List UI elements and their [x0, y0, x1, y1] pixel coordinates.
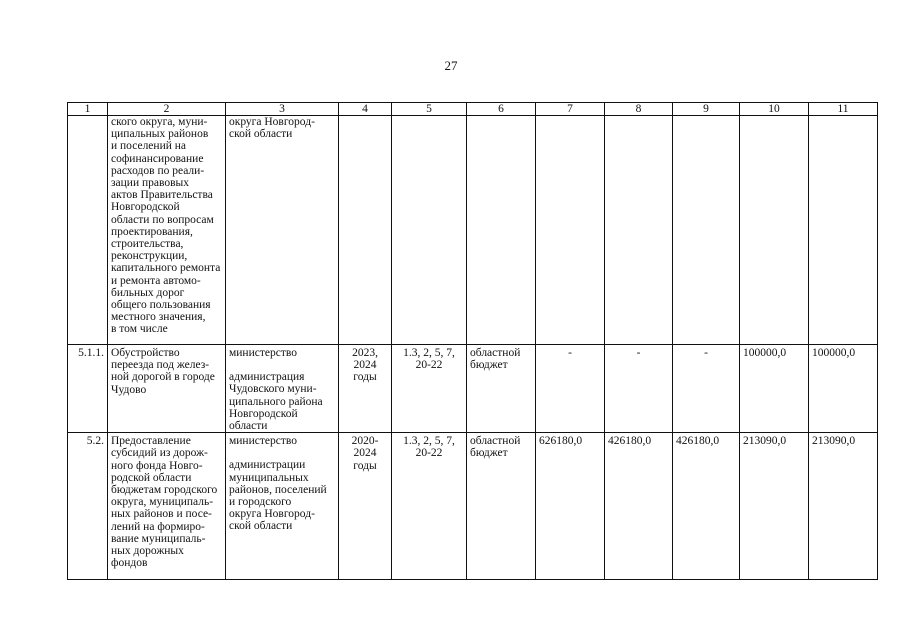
cell-line: субсидий из дорож-	[111, 447, 208, 460]
cell-amount-8: -	[605, 345, 673, 433]
cell-line: проектирования,	[111, 225, 193, 238]
column-header-3: 3	[226, 103, 339, 116]
cell-amount-11: 100000,0	[809, 345, 878, 433]
cell-line: бюджетам городского	[111, 484, 218, 497]
line-gap	[229, 447, 335, 459]
cell-line: округа, муниципаль-	[111, 496, 214, 509]
cell-line: министерство	[229, 435, 297, 448]
cell-indicators	[392, 345, 467, 433]
cell-amount-7: -	[536, 345, 605, 433]
cell-line: бюджет	[470, 359, 508, 372]
column-header-10: 10	[740, 103, 809, 116]
table-row	[68, 345, 878, 433]
cell-amount-9: -	[673, 345, 740, 433]
cell-line: администрации	[229, 459, 306, 472]
cell-line: ного фонда Новго-	[111, 459, 203, 472]
cell-line: вание муниципаль-	[111, 532, 206, 545]
cell-number	[68, 116, 108, 345]
cell-line: ской области	[229, 520, 293, 533]
program-table	[67, 102, 878, 580]
cell-line: Предоставление	[111, 435, 191, 448]
cell-executor	[226, 345, 339, 433]
cell-line: строительства,	[111, 238, 184, 251]
column-header-5: 5	[392, 103, 467, 116]
cell-funding-source	[467, 345, 536, 433]
cell-line: министерство	[229, 347, 297, 359]
cell-line: софинансирование	[111, 152, 204, 165]
cell-funding-source	[467, 116, 536, 345]
cell-line: общего пользования	[111, 299, 211, 312]
cell-amount-9	[673, 116, 740, 345]
column-header-8: 8	[605, 103, 673, 116]
cell-executor	[226, 433, 339, 580]
cell-amount-10: 213090,0	[740, 433, 809, 580]
cell-line: Чудово	[111, 383, 147, 396]
column-header-11: 11	[809, 103, 878, 116]
cell-line: актов Правительства	[111, 189, 213, 202]
cell-amount-8: 426180,0	[605, 433, 673, 580]
cell-line: фондов	[111, 557, 148, 570]
cell-line: 1.3, 2, 5, 7,	[403, 347, 455, 359]
cell-line: и ремонта автомо-	[111, 274, 201, 287]
cell-activity-name	[108, 433, 226, 580]
cell-line: муниципальных	[229, 471, 309, 484]
cell-amount-11	[809, 116, 878, 345]
column-header-6: 6	[467, 103, 536, 116]
cell-line: ной дорогой в городе	[111, 371, 215, 384]
cell-line: 2024	[353, 359, 377, 372]
column-header-2: 2	[108, 103, 226, 116]
cell-line: Чудовского муни-	[229, 383, 317, 396]
cell-line: в том числе	[111, 323, 168, 336]
cell-indicators	[392, 116, 467, 345]
cell-line: лений на формиро-	[111, 520, 205, 533]
cell-line: областной	[470, 435, 521, 448]
cell-line: бюджет	[470, 447, 508, 460]
cell-indicators	[392, 433, 467, 580]
column-header-7: 7	[536, 103, 605, 116]
cell-amount-9: 426180,0	[673, 433, 740, 580]
column-header-4: 4	[339, 103, 392, 116]
cell-line: ской области	[229, 128, 293, 141]
cell-number: 5.2.	[68, 433, 108, 580]
cell-amount-7	[536, 116, 605, 345]
table-row	[68, 433, 878, 580]
cell-line: области по вопросам	[111, 213, 214, 226]
cell-period	[339, 116, 392, 345]
cell-line: бильных дорог	[111, 286, 185, 299]
cell-line: родской области	[111, 471, 192, 484]
cell-executor	[226, 116, 339, 345]
cell-line: ского округа, муни-	[111, 116, 208, 128]
cell-line: 2020-	[351, 435, 379, 448]
cell-line: 1.3, 2, 5, 7,	[403, 435, 455, 448]
cell-amount-7: 626180,0	[536, 433, 605, 580]
cell-line: округа Новгород-	[229, 116, 315, 128]
cell-line: Новгородской	[229, 407, 298, 420]
cell-line: области	[229, 420, 268, 433]
cell-line: реконструкции,	[111, 250, 188, 263]
cell-funding-source	[467, 433, 536, 580]
cell-activity-name	[108, 116, 226, 345]
page-number: 27	[444, 58, 458, 73]
cell-amount-11: 213090,0	[809, 433, 878, 580]
cell-period	[339, 345, 392, 433]
cell-line: районов, поселений	[229, 483, 327, 496]
cell-amount-10	[740, 116, 809, 345]
cell-line: и городского	[229, 496, 292, 509]
cell-line: 2023,	[352, 347, 378, 359]
column-header-9: 9	[673, 103, 740, 116]
header-row	[68, 103, 878, 116]
cell-line: и поселений на	[111, 140, 187, 153]
cell-line: годы	[353, 459, 377, 472]
cell-line: администрация	[229, 371, 305, 384]
cell-line: ципального района	[229, 395, 323, 408]
cell-line: Новгородской	[111, 201, 180, 214]
cell-line: капитального ремонта	[111, 262, 221, 275]
cell-line: расходов по реали-	[111, 164, 205, 177]
cell-amount-8	[605, 116, 673, 345]
cell-line: 20-22	[415, 359, 443, 372]
cell-line: 2024	[353, 447, 377, 460]
cell-line: 20-22	[415, 447, 443, 460]
cell-number: 5.1.1.	[68, 345, 108, 433]
cell-line: ципальных районов	[111, 128, 209, 141]
table-row	[68, 116, 878, 345]
cell-line: годы	[353, 371, 377, 384]
cell-line: областной	[470, 347, 521, 359]
cell-line: переезда под желез-	[111, 359, 210, 372]
column-header-1: 1	[68, 103, 108, 116]
cell-line: ных районов и посе-	[111, 508, 212, 521]
cell-period	[339, 433, 392, 580]
cell-line: Обустройство	[111, 347, 180, 359]
cell-line: ных дорожных	[111, 545, 184, 558]
cell-activity-name	[108, 345, 226, 433]
line-gap	[229, 359, 335, 371]
cell-line: зации правовых	[111, 177, 190, 190]
cell-amount-10: 100000,0	[740, 345, 809, 433]
cell-line: местного значения,	[111, 311, 206, 324]
cell-line: округа Новгород-	[229, 508, 315, 521]
